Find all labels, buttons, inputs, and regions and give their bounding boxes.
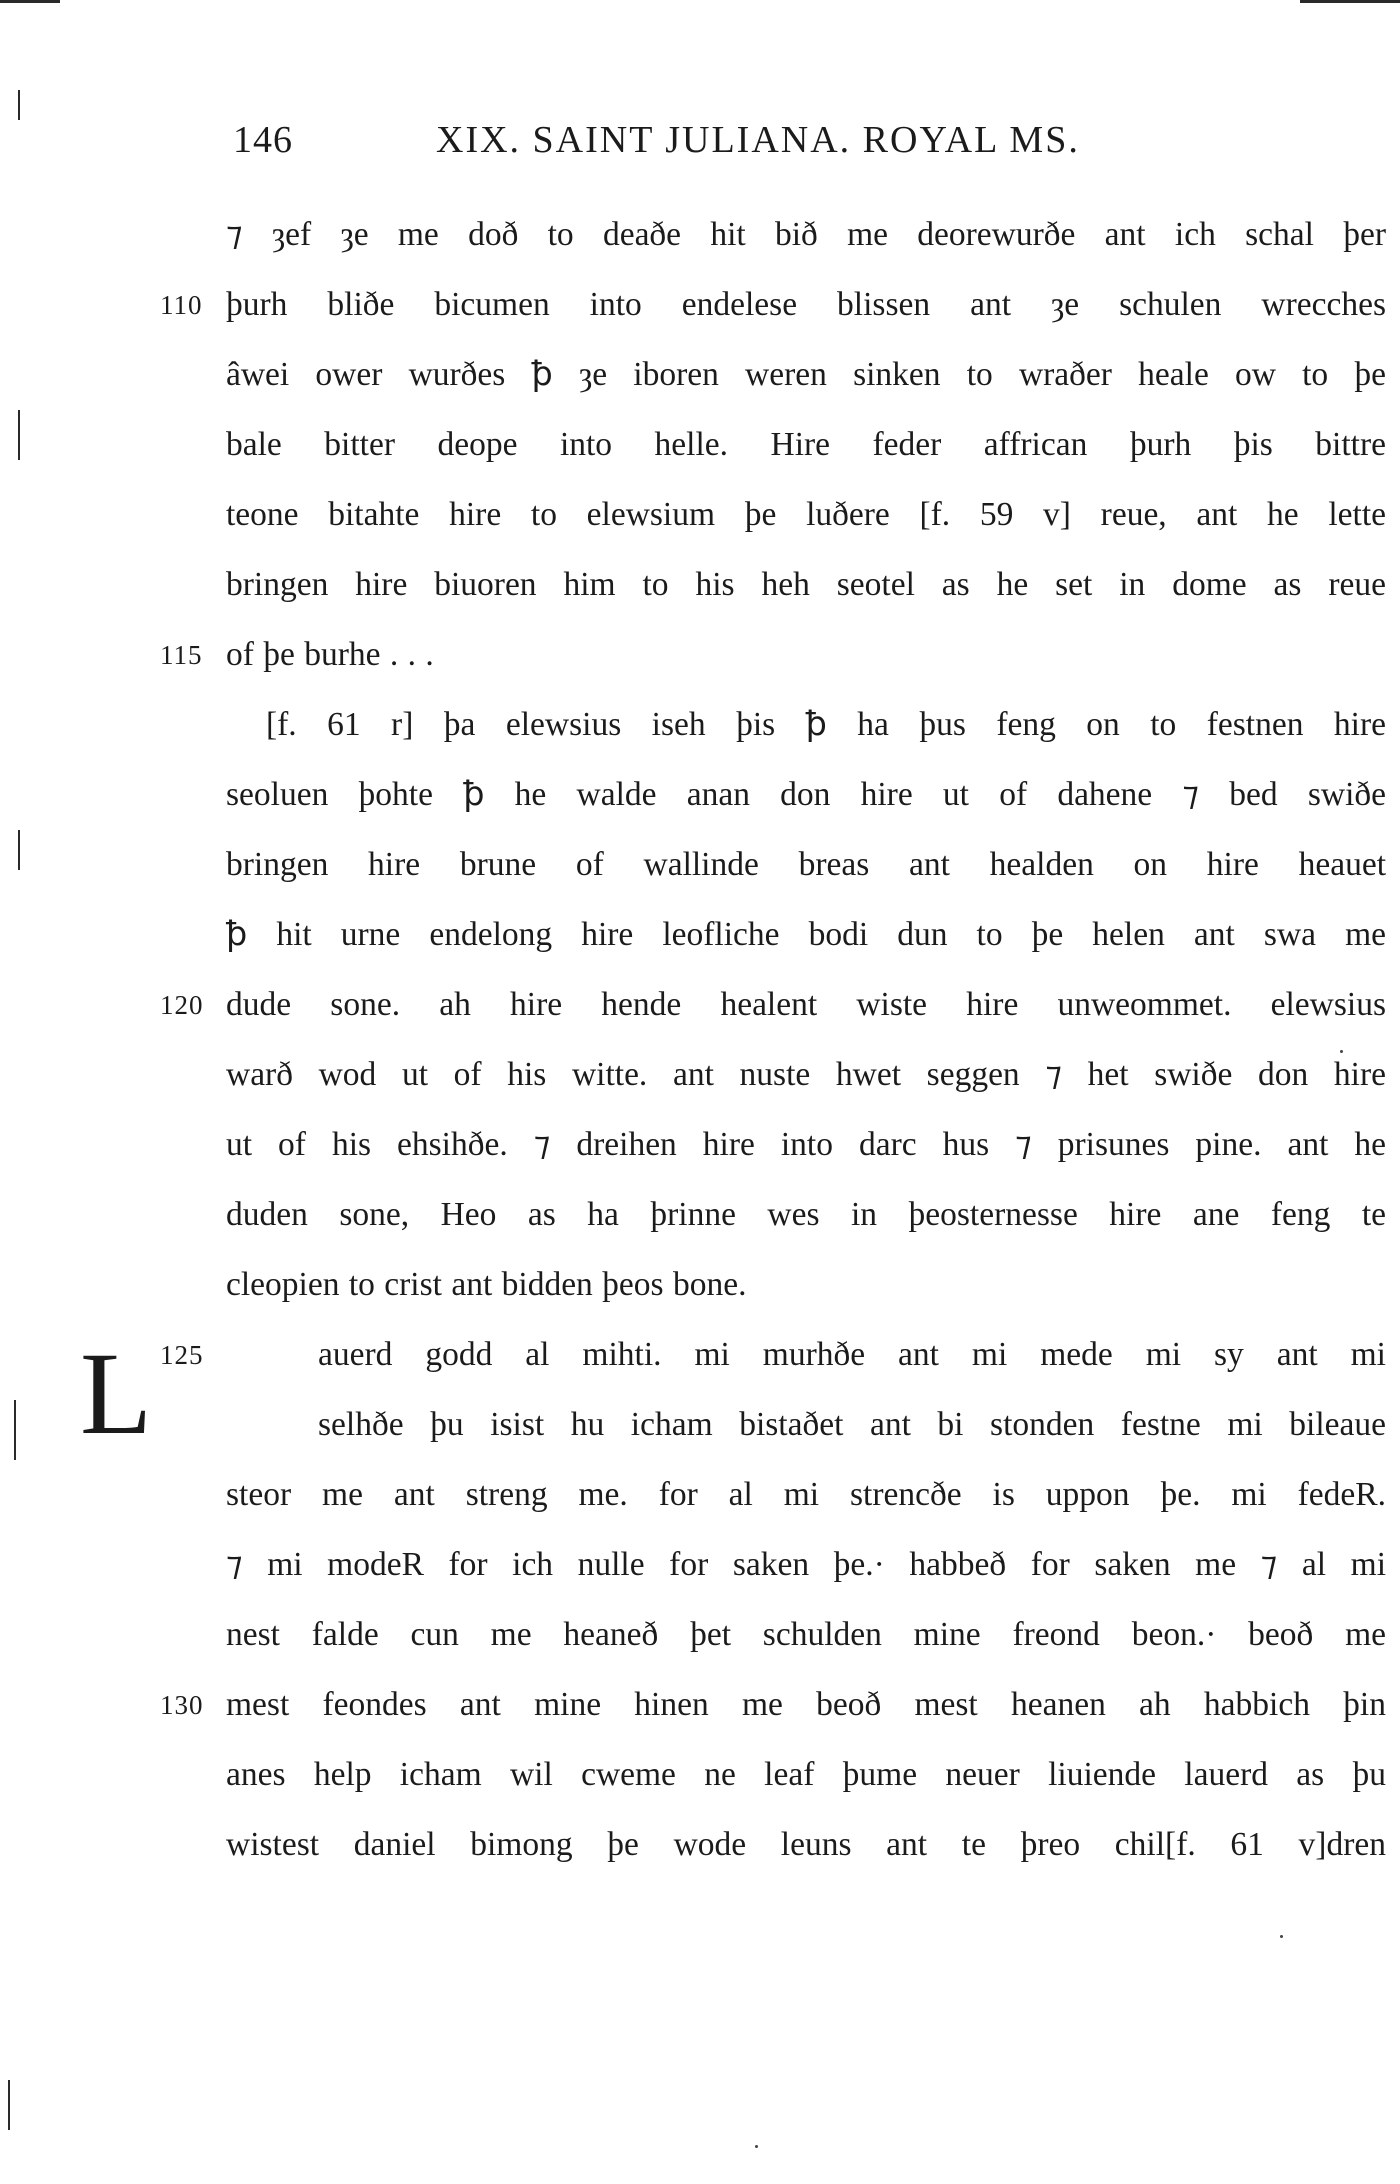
text-line xyxy=(160,1180,1390,1250)
running-title: XIX. SAINT JULIANA. ROYAL MS. xyxy=(436,119,1080,161)
line-text: anes help icham wil cweme ne leaf þume neuer liuiende lauerd as þu xyxy=(226,1756,1386,1793)
line-number: 110 xyxy=(160,290,203,320)
line-text: steor me ant streng me. for al mi strencðe is uppon þe. mi fedeR. xyxy=(226,1476,1386,1513)
scan-edge-mark xyxy=(18,90,20,120)
drop-cap-initial: L xyxy=(80,1328,153,1459)
text-line xyxy=(160,760,1390,830)
line-text: âwei ower wurðes ꝥ ȝe iboren weren sinken to wraðer heale ow to þe xyxy=(226,356,1386,393)
text-line xyxy=(160,270,1390,340)
line-text: ꝥ hit urne endelong hire leofliche bodi dun to þe helen ant swa me xyxy=(226,916,1386,953)
line-text: bale bitter deope into helle. Hire feder affrican þurh þis bittre xyxy=(226,426,1386,463)
line-text: nest falde cun me heaneð þet schulden mine freond beon.· beoð me xyxy=(226,1616,1386,1653)
line-text: ut of his ehsihðe. ⁊ dreihen hire into darc hus ⁊ prisunes pine. ant he xyxy=(226,1126,1386,1163)
scan-speck xyxy=(1280,1935,1283,1938)
line-text: bringen hire biuoren him to his heh seotel as he set in dome as reue xyxy=(226,566,1386,603)
text-line xyxy=(160,1740,1390,1810)
text-line xyxy=(160,900,1390,970)
line-text: of þe burhe . . . xyxy=(226,636,434,673)
line-text: seoluen þohte ꝥ he walde anan don hire ut of dahene ⁊ bed swiðe xyxy=(226,776,1386,813)
line-text: duden sone, Heo as ha þrinne wes in þeosternesse hire ane feng te xyxy=(226,1196,1386,1233)
text-line xyxy=(160,200,1390,270)
text-line xyxy=(160,1040,1390,1110)
text-line xyxy=(160,1250,1390,1320)
line-number: 130 xyxy=(160,1690,204,1720)
text-line xyxy=(160,620,1390,690)
line-number: 125 xyxy=(160,1340,204,1370)
text-line xyxy=(160,550,1390,620)
text-line xyxy=(160,1600,1390,1670)
line-text: þurh bliðe bicumen into endelese blissen ant ȝe schulen wrecches xyxy=(226,286,1386,323)
text-block xyxy=(160,200,1390,1880)
scan-speck xyxy=(755,2145,758,2148)
line-text: auerd godd al mihti. mi murhðe ant mi mede mi sy ant mi xyxy=(318,1336,1386,1373)
text-line xyxy=(160,1460,1390,1530)
scan-edge-mark xyxy=(8,2080,10,2130)
scan-edge-mark xyxy=(1300,0,1400,3)
text-line xyxy=(160,830,1390,900)
line-number: 115 xyxy=(160,640,203,670)
text-line xyxy=(160,690,1390,760)
line-text: dude sone. ah hire hende healent wiste hire unweommet. elewsius xyxy=(226,986,1386,1023)
line-number: 120 xyxy=(160,990,204,1020)
line-text: cleopien to crist ant bidden þeos bone. xyxy=(226,1266,747,1303)
line-text: teone bitahte hire to elewsium þe luðere [f. 59 v] reue, ant he lette xyxy=(226,496,1386,533)
running-head xyxy=(228,118,1228,170)
line-text: wistest daniel bimong þe wode leuns ant te þreo chil[f. 61 v]dren xyxy=(226,1826,1386,1863)
text-line xyxy=(160,1110,1390,1180)
text-line xyxy=(160,1530,1390,1600)
text-line xyxy=(160,1810,1390,1880)
page-number: 146 xyxy=(233,119,293,161)
text-line xyxy=(160,1320,1390,1390)
line-text: mest feondes ant mine hinen me beoð mest heanen ah habbich þin xyxy=(226,1686,1386,1723)
scan-edge-mark xyxy=(18,410,20,460)
line-text: [f. 61 r] þa elewsius iseh þis ꝥ ha þus feng on to festnen hire xyxy=(266,706,1386,743)
text-line xyxy=(160,480,1390,550)
scan-edge-mark xyxy=(0,0,60,3)
scan-edge-mark xyxy=(14,1400,16,1460)
line-text: selhðe þu isist hu icham bistaðet ant bi stonden festne mi bileaue xyxy=(318,1406,1386,1443)
line-text: ⁊ ȝef ȝe me doð to deaðe hit bið me deorewurðe ant ich schal þer xyxy=(226,216,1386,253)
line-text: warð wod ut of his witte. ant nuste hwet seggen ⁊ het swiðe don hire xyxy=(226,1056,1386,1093)
text-line xyxy=(160,340,1390,410)
text-line xyxy=(160,970,1390,1040)
text-line xyxy=(160,1670,1390,1740)
scan-edge-mark xyxy=(18,830,20,870)
text-line xyxy=(160,1390,1390,1460)
line-text: ⁊ mi modeR for ich nulle for saken þe.· habbeð for saken me ⁊ al mi xyxy=(226,1546,1386,1583)
text-line xyxy=(160,410,1390,480)
line-text: bringen hire brune of wallinde breas ant healden on hire heauet xyxy=(226,846,1386,883)
